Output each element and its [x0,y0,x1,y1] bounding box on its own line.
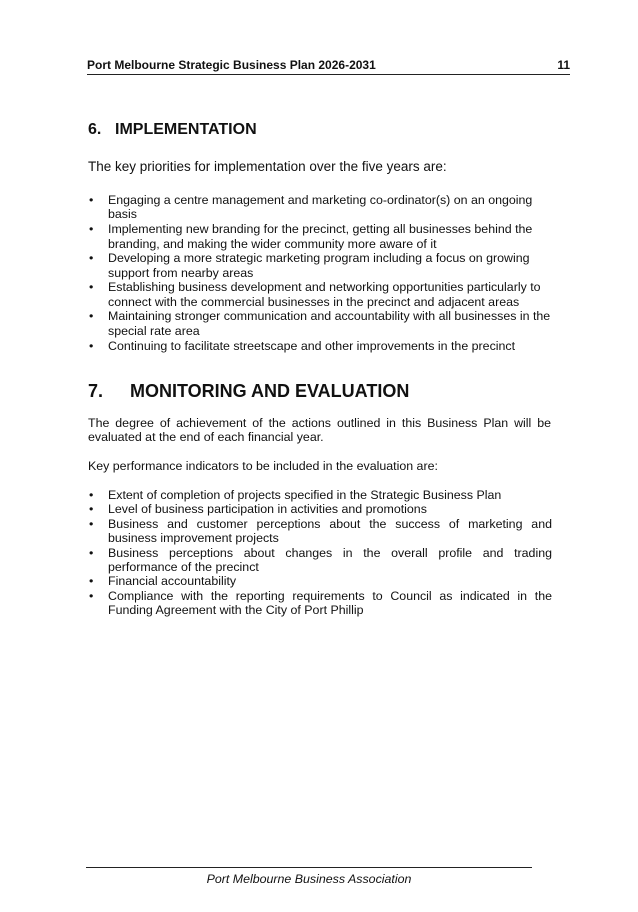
list-item: • Continuing to facilitate streetscape and other improvements in the precinct [88,339,552,353]
list-item: • Establishing business development and networking opportunities particularly to connect with the commercial businesses in the precinct and adjacent areas [88,280,552,309]
section-6-heading [88,120,257,140]
implementation-priorities-list [88,193,552,353]
list-item: • Business perceptions about changes in the overall profile and trading performance of the precinct [88,546,552,575]
list-item: • Business and customer perceptions about the success of marketing and business improvement projects [88,517,552,546]
list-item: • Level of business participation in activities and promotions [88,502,552,516]
list-item: • Engaging a centre management and marketing co-ordinator(s) on an ongoing basis [88,193,552,222]
section-7-number: 7. [88,381,104,401]
kpi-intro-paragraph: Key performance indicators to be included in the evaluation are: [88,459,438,473]
section-6-number: 6. [88,121,102,138]
page-footer: Port Melbourne Business Association [86,867,532,887]
list-item: • Maintaining stronger communication and accountability with all businesses in the special rate area [88,309,552,338]
list-item: • Developing a more strategic marketing program including a focus on growing support from nearby areas [88,251,552,280]
page-number: 11 [557,58,570,72]
list-item: • Compliance with the reporting requirements to Council as indicated in the Funding Agreement with the City of Port Phillip [88,589,552,618]
page-header [87,58,570,75]
document-title: Port Melbourne Strategic Business Plan 2026-2031 [87,58,376,72]
list-item: • Implementing new branding for the precinct, getting all businesses behind the branding, and making the wider community more aware of it [88,222,552,251]
kpi-list [88,488,552,618]
list-item: • Extent of completion of projects specified in the Strategic Business Plan [88,488,552,502]
section-7-title: MONITORING AND EVALUATION [130,381,410,401]
list-item: • Financial accountability [88,574,552,588]
section-6-intro: The key priorities for implementation over the five years are: [88,159,447,174]
section-6-title: IMPLEMENTATION [115,121,257,138]
section-7-heading [88,380,409,402]
evaluation-paragraph: The degree of achievement of the actions outlined in this Business Plan will be evaluated at the end of each financial year. [88,416,551,445]
